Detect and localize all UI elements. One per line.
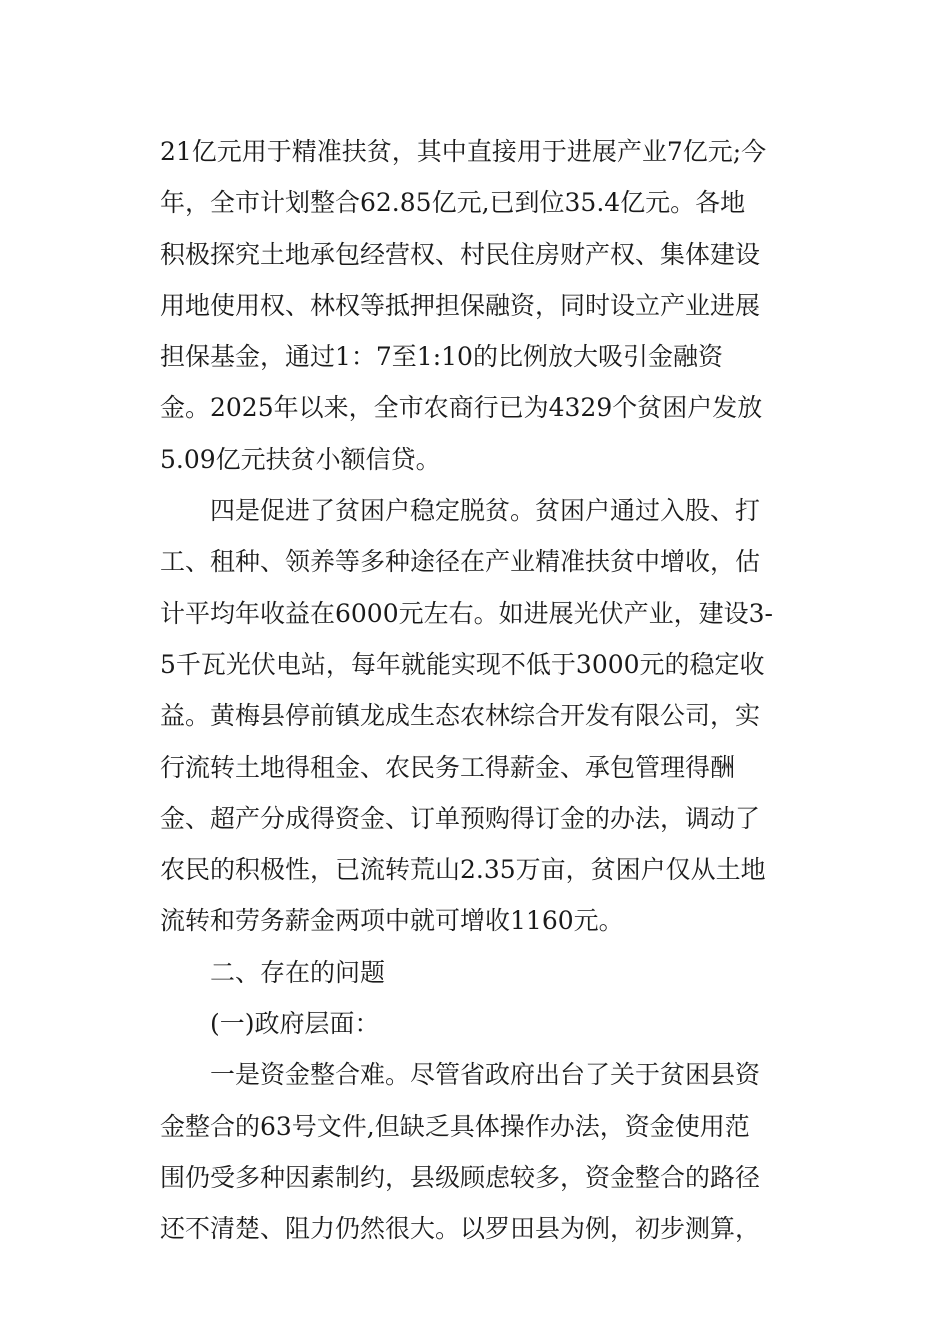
text-line: 金。2025年以来，全市农商行已为4329个贫困户发放 [160,393,763,423]
text-line: 计平均年收益在6000元左右。如进展光伏产业，建设3- [160,598,773,628]
text-line: 行流转土地得租金、农民务工得薪金、承包管理得酬 [160,752,736,782]
text-line: 金、超产分成得资金、订单预购得订金的办法，调动了 [160,803,761,833]
paragraph-start-line: 四是促进了贫困户稳定脱贫。贫困户通过入股、打 [160,496,761,526]
paragraph-start-line: 一是资金整合难。尽管省政府出台了关于贫困县资 [160,1060,761,1090]
text-line: 积极探究土地承包经营权、村民住房财产权、集体建设 [160,239,761,269]
document-body [160,126,800,1255]
subsection-heading: (一)政府层面： [160,1009,380,1039]
text-line: 工、租种、领养等多种途径在产业精准扶贫中增收，估 [160,547,761,577]
text-line: 还不清楚、阻力仍然很大。以罗田县为例，初步测算， [160,1214,761,1244]
text-line: 5.09亿元扶贫小额信贷。 [160,444,441,474]
text-line: 益。黄梅县停前镇龙成生态农林综合开发有限公司，实 [160,701,761,731]
text-line: 年，全市计划整合62.85亿元,已到位35.4亿元。各地 [160,188,746,218]
text-line: 围仍受多种因素制约，县级顾虑较多，资金整合的路径 [160,1162,761,1192]
text-line: 农民的积极性，已流转荒山2.35万亩，贫困户仅从土地 [160,855,766,885]
text-line: 21亿元用于精准扶贫，其中直接用于进展产业7亿元;今 [160,137,767,166]
text-line: 流转和劳务薪金两项中就可增收1160元。 [160,906,624,936]
text-line: 5千瓦光伏电站，每年就能实现不低于3000元的稳定收 [160,649,765,679]
section-heading: 二、存在的问题 [160,957,386,987]
text-line: 担保基金，通过1：7至1:10的比例放大吸引金融资 [160,342,723,372]
text-line: 用地使用权、林权等抵押担保融资，同时设立产业进展 [160,290,761,320]
text-line: 金整合的63号文件,但缺乏具体操作办法，资金使用范 [160,1111,750,1141]
